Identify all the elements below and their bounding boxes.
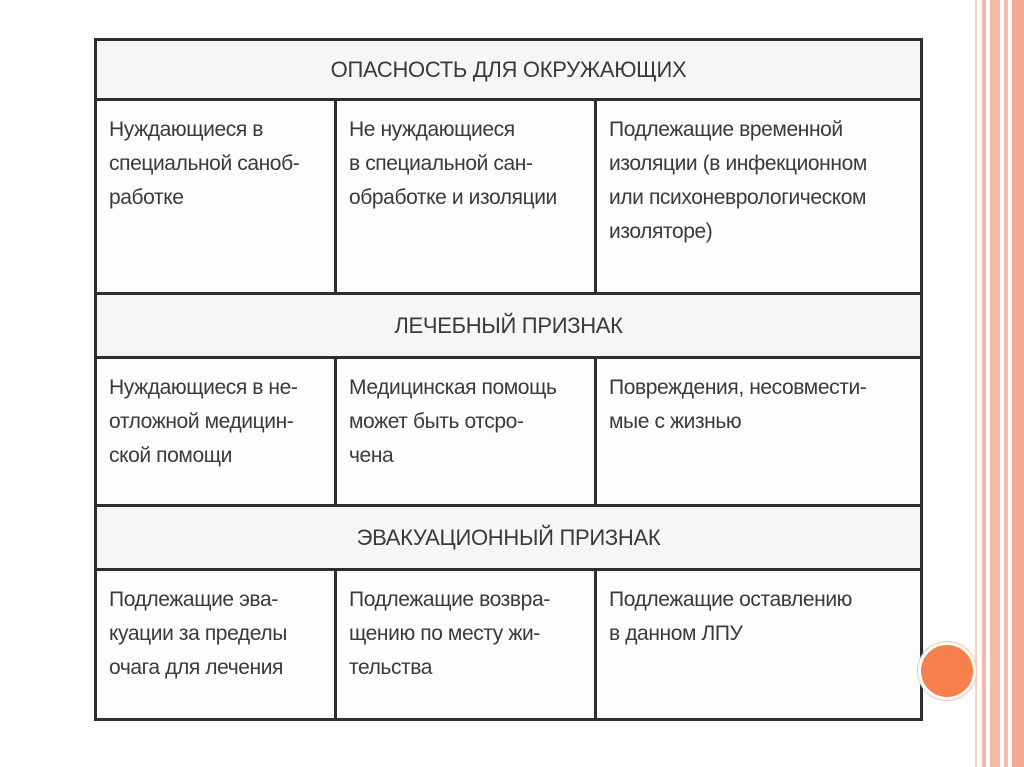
table-row: [96, 570, 922, 720]
section-header-row: [96, 506, 922, 570]
decor-stripe: [1012, 0, 1024, 767]
classification-table: [94, 38, 923, 721]
section-header-treatment: ЛЕЧЕБНЫЙ ПРИЗНАК: [96, 294, 922, 358]
table-cell: Нуждающиеся в не- отложной медицин- ской помощи: [96, 358, 336, 506]
table-cell: Медицинская помощь может быть отсро- чена: [336, 358, 596, 506]
table-cell: Не нуждающиеся в специальной сан- обработке и изоляции: [336, 100, 596, 294]
decor-stripe: [1004, 0, 1008, 767]
table-cell: Повреждения, несовмести- мые с жизнью: [596, 358, 922, 506]
table-cell: Нуждающиеся в специальной саноб- работке: [96, 100, 336, 294]
table-row: [96, 358, 922, 506]
orange-circle-icon: [918, 642, 976, 700]
table-cell: Подлежащие оставлению в данном ЛПУ: [596, 570, 922, 720]
decor-stripe: [982, 0, 986, 767]
table-row: [96, 100, 922, 294]
decor-stripe: [975, 0, 977, 767]
table-cell: Подлежащие временной изоляции (в инфекционном или психоневрологическом изоляторе): [596, 100, 922, 294]
table-cell: Подлежащие возвра- щению по месту жи- тельства: [336, 570, 596, 720]
section-header-evacuation: ЭВАКУАЦИОННЫЙ ПРИЗНАК: [96, 506, 922, 570]
section-header-danger: ОПАСНОСТЬ ДЛЯ ОКРУЖАЮЩИХ: [96, 40, 922, 100]
section-header-row: [96, 294, 922, 358]
table-cell: Подлежащие эва- куации за пределы очага для лечения: [96, 570, 336, 720]
section-header-row: [96, 40, 922, 100]
decor-stripe: [990, 0, 1000, 767]
